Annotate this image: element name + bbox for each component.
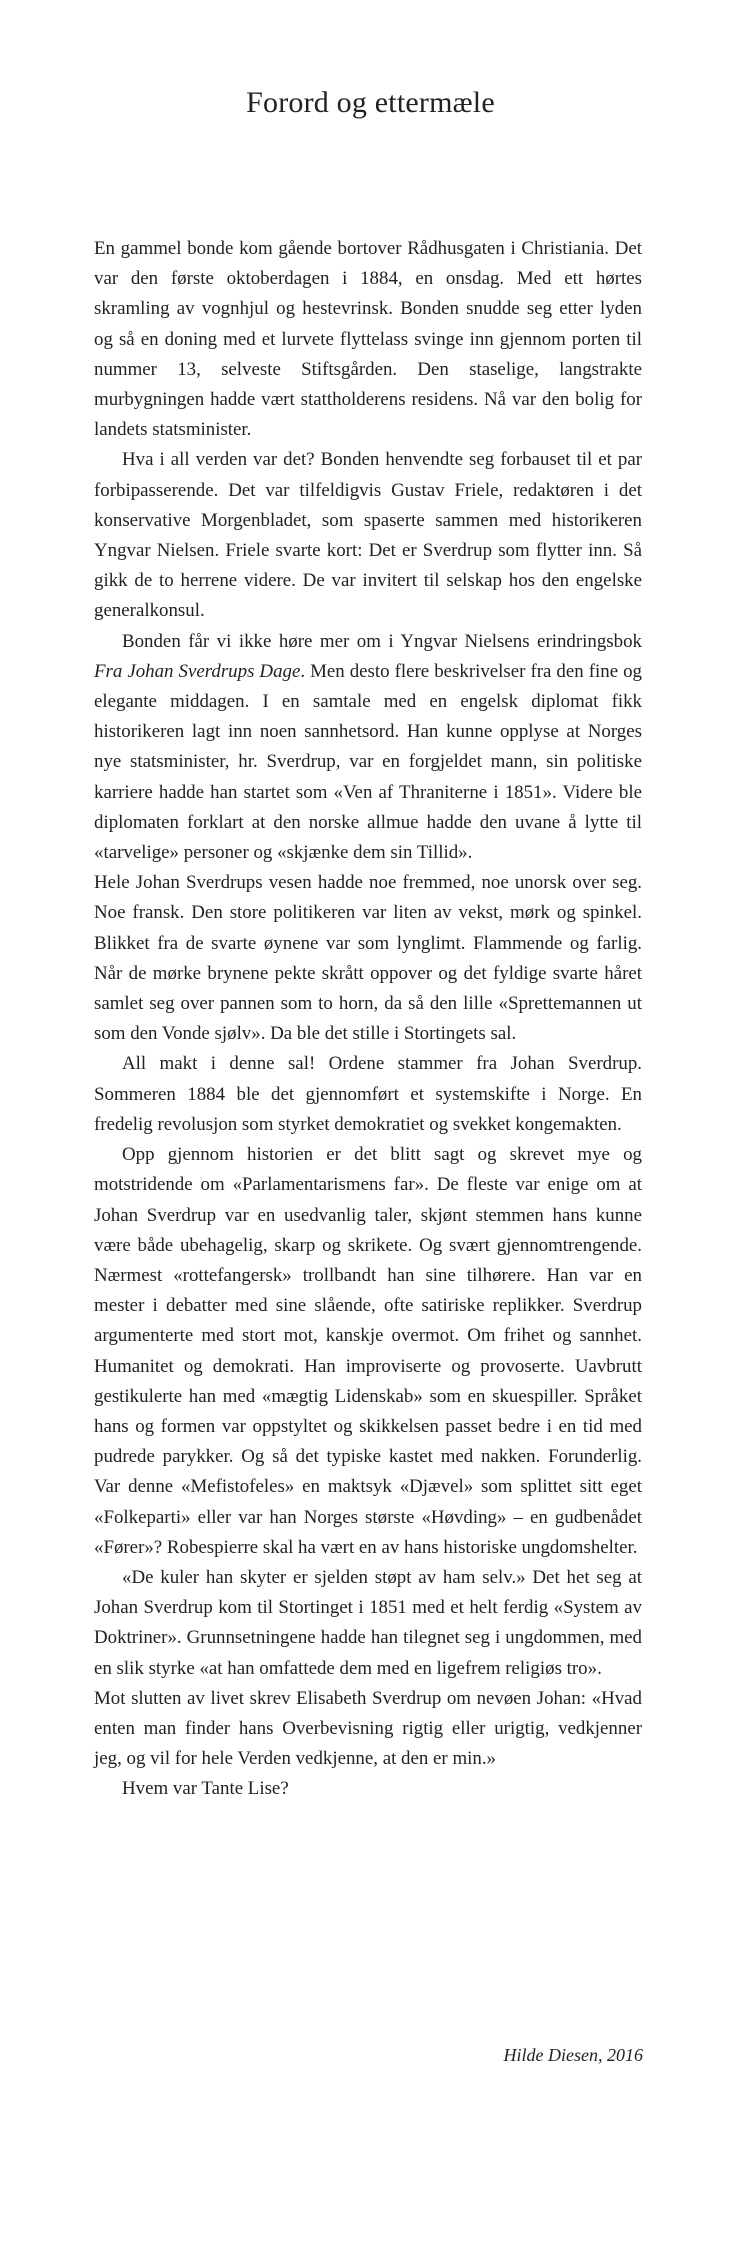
paragraph-1: En gammel bonde kom gående bortover Rådhusgaten i Christiania. Det var den første oktoberdagen i 1884, en onsdag. Med ett hørtes skramling av vognhjul og hestevrinsk. Bonden snudde seg etter lyden og så en doning med et lurvete flyttelass svinge inn gjennom porten til nummer 13, selveste Stiftsgården. Den staselige, langstrakte murbygningen hadde vært stattholderens residens. Nå var den bolig for landets statsminister. — [94, 238, 642, 441]
paragraph-9: Hvem var Tante Lise? — [122, 1778, 289, 1800]
page-title: Forord og ettermæle — [246, 86, 495, 119]
paragraph-8: Mot slutten av livet skrev Elisabeth Sverdrup om nevøen Johan: «Hvad enten man finder hans Overbevisning rigtig eller urigtig, vedkjenner jeg, og vil for hele Verden vedkjenne, at den er min.» — [94, 1687, 642, 1770]
body-text — [94, 234, 642, 1805]
paragraph-6: Opp gjennom historien er det blitt sagt og skrevet mye og motstridende om «Parlamentarismens far». De fleste var enige om at Johan Sverdrup var en usedvanlig taler, skjønt stemmen hans kunne være både ubehagelig, skarp og skrikete. Og svært gjennomtrengende. Nærmest «rottefangersk» trollbandt han sine tilhørere. Han var en mester i debatter med sine slående, ofte satiriske replikker. Sverdrup argumenterte med stort mot, kanskje overmot. Om frihet og sannhet. Humanitet og demokrati. Han improviserte og provoserte. Uavbrutt gestikulerte han med «mægtig Lidenskab» som en skuespiller. Språket hans og formen var oppstyltet og skikkelsen passet bedre i en tid med pudrede parykker. Og så det typiske kastet med nakken. Forunderlig. Var denne «Mefistofeles» en maktsyk «Djævel» som splittet sitt eget «Folkeparti» eller var han Norges største «Høvding» – en gudbenådet «Fører»? Robespierre skal ha vært en av hans historiske ungdomshelter. — [94, 1144, 642, 1558]
signature: Hilde Diesen, 2016 — [503, 2045, 643, 2065]
paragraph-3-before: Bonden får vi ikke høre mer om i Yngvar Nielsens erindringsbok — [122, 630, 642, 652]
paragraph-2: Hva i all verden var det? Bonden henvendte seg forbauset til et par forbipasserende. Det var tilfeldigvis Gustav Friele, redaktøren i det konservative Morgenbladet, som spaserte sammen med historikeren Yngvar Nielsen. Friele svarte kort: Det er Sverdrup som flytter inn. Så gikk de to herrene videre. De var invitert til selskap hos den engelske generalkonsul. — [94, 449, 642, 622]
book-title: Fra Johan Sverdrups Dage — [94, 660, 301, 682]
paragraph-3 — [94, 627, 642, 869]
paragraph-7: «De kuler han skyter er sjelden støpt av ham selv.» Det het seg at Johan Sverdrup kom til Stortinget i 1851 med et helt ferdig «System av Doktriner». Grunnsetningene hadde han tilegnet seg i ungdommen, med en slik styrke «at han omfattede dem med en ligefrem religiøs tro». — [94, 1566, 642, 1679]
paragraph-3-after: . Men desto flere beskrivelser fra den fine og elegante middagen. I en samtale med en engelsk diplomat fikk historikeren lagt inn noen sannhetsord. Han kunne opplyse at Norges nye statsminister, hr. Sverdrup, var en forgjeldet mann, sin politiske karriere hadde han startet som «Ven af Thraniterne i 1851». Videre ble diplomaten forklart at den norske allmue hadde den uvane å lytte til «tarvelige» personer og «skjænke dem sin Tillid». — [94, 660, 642, 864]
paragraph-5: All makt i denne sal! Ordene stammer fra Johan Sverdrup. Sommeren 1884 ble det gjennomført et systemskifte i Norge. En fredelig revolusjon som styrket demokratiet og svekket kongemakten. — [94, 1053, 642, 1135]
paragraph-4: Hele Johan Sverdrups vesen hadde noe fremmed, noe unorsk over seg. Noe fransk. Den store politikeren var liten av vekst, mørk og spinkel. Blikket fra de svarte øynene var som lynglimt. Flammende og farlig. Når de mørke brynene pekte skrått oppover og det fyldige svarte håret samlet seg over pannen som to horn, da så den lille «Sprettemannen ut som den Vonde sjølv». Da ble det stille i Stortingets sal. — [94, 872, 642, 1045]
